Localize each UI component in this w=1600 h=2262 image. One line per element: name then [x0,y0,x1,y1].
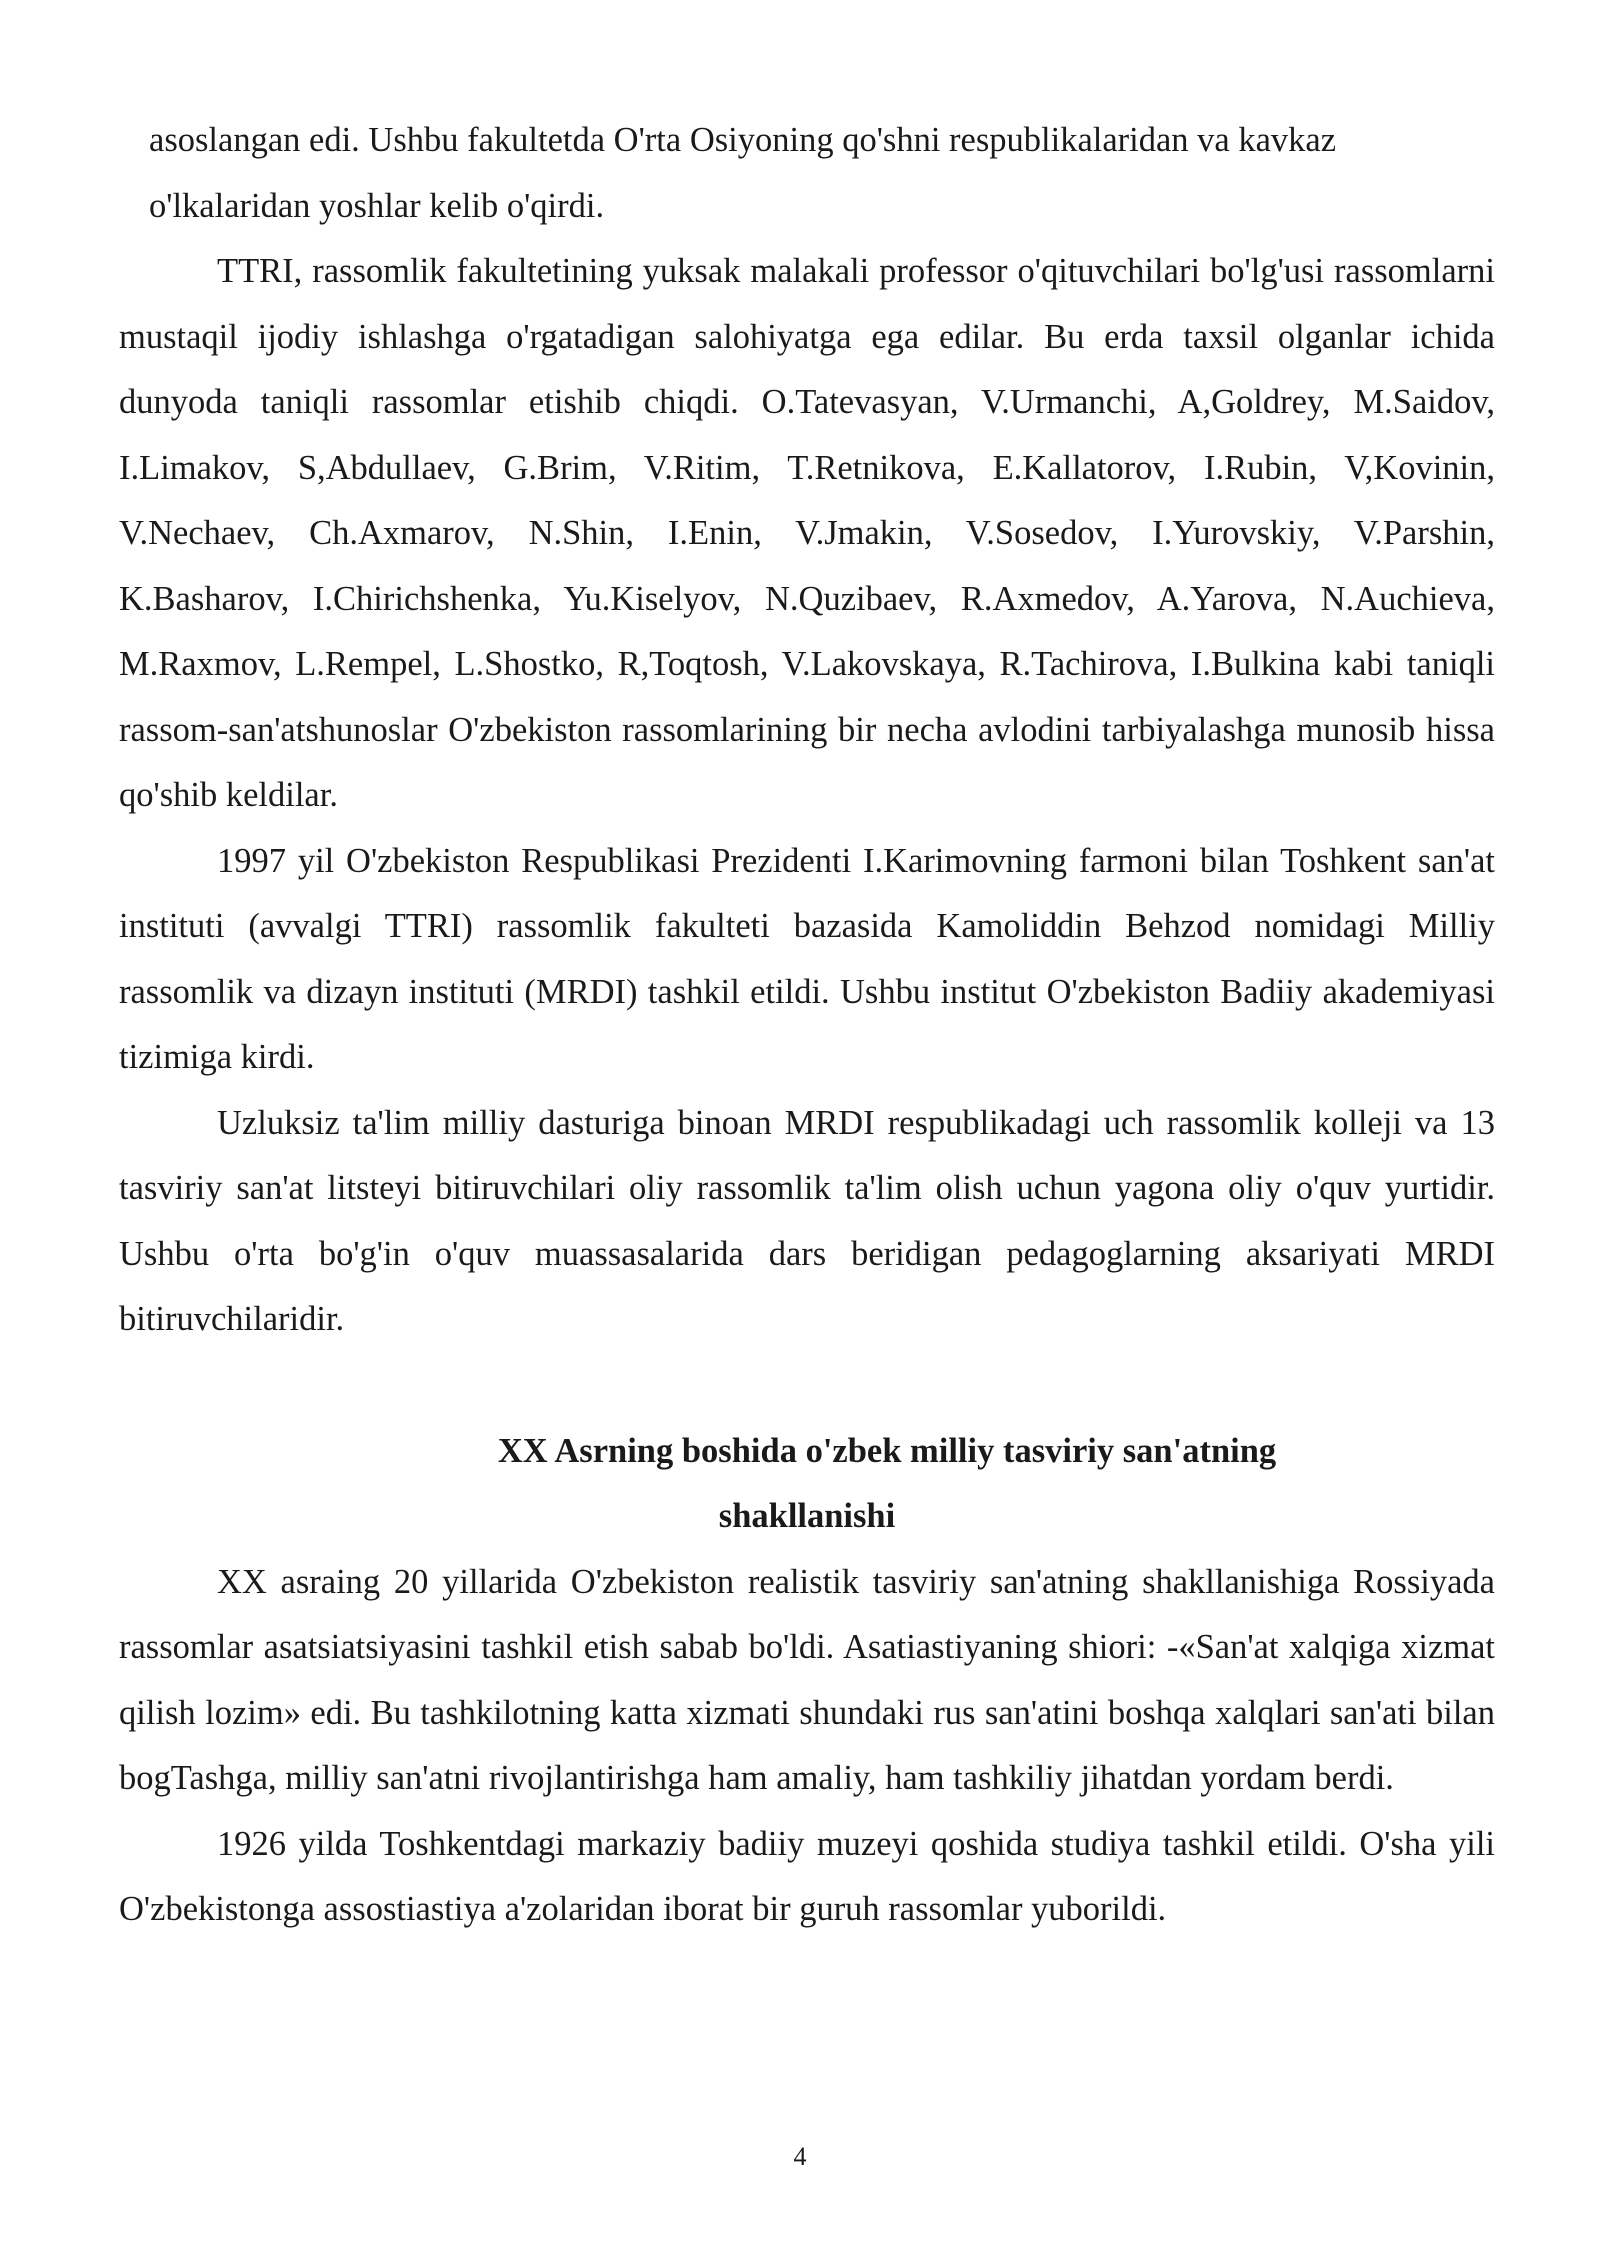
paragraph-continued: asoslangan edi. Ushbu fakultetda O'rta Osiyoning qo'shni respublikalaridan va kavkaz o'lkalaridan yoshlar kelib o'qirdi. [149,121,1337,225]
paragraph-ttri-faculty: TTRI, rassomlik fakultetining yuksak malakali professor o'qituvchilari bo'lg'usi rassomlarni mustaqil ijodiy ishlashga o'rgatadigan salohiyatga ega edilar. Bu erda taxsil olganlar ichida dunyoda taniqli rassomlar etishib chiqdi. O.Tatevasyan, V.Urmanchi, A,Goldrey, M.Saidov, I.Limakov, S,Abdullaev, G.Brim, V.Ritim, T.Retnikova, E.Kallatorov, I.Rubin, V,Kovinin, V.Nechaev, Ch.Axmarov, N.Shin, I.Enin, V.Jmakin, V.Sosedov, I.Yurovskiy, V.Parshin, K.Basharov, I.Chirichshenka, Yu.Kiselyov, N.Quzibaev, R.Axmedov, A.Yarova, N.Auchieva, M.Raxmov, L.Rempel, L.Shostko, R,Toqtosh, V.Lakovskaya, R.Tachirova, I.Bulkina kabi taniqli rassom-san'atshunoslar O'zbekiston rassomlarining bir necha avlodini tarbiyalashga munosib hissa qo'shib keldilar. [119,252,1495,814]
paragraph-1920s-association: XX asraing 20 yillarida O'zbekiston realistik tasviriy san'atning shakllanishiga Rossiyada rassomlar asatsiatsiyasini tashkil etish sabab bo'ldi. Asatiastiyaning shiori: -«San'at xalqiga xizmat qilish lozim» edi. Bu tashkilotning katta xizmati shundaki rus san'atini boshqa xalqlari san'ati bilan bogTashga, milliy san'atni rivojlantirishga ham amaliy, ham tashkiliy jihatdan yordam berdi. [119,1562,1495,1797]
paragraph-1997-institute: 1997 yil O'zbekiston Respublikasi Prezidenti I.Karimovning farmoni bilan Toshkent san'at instituti (avvalgi TTRI) rassomlik fakulteti bazasida Kamoliddin Behzod nomidagi Milliy rassomlik va dizayn instituti (MRDI) tashkil etildi. Ushbu institut O'zbekiston Badiiy akademiyasi tizimiga kirdi. [119,841,1495,1076]
section-heading-line-1: XX Asrning boshida o'zbek milliy tasviriy san'atning [497,1431,1277,1470]
section-heading-line-2: shakllanishi [718,1497,896,1535]
page-number: 4 [793,2142,807,2171]
section-heading [119,1419,1495,1550]
paragraph-mrdi-education: Uzluksiz ta'lim milliy dasturiga binoan MRDI respublikadagi uch rassomlik kolleji va 13 tasviriy san'at litsteyi bitiruvchilari oliy rassomlik ta'lim olish uchun yagona oliy o'quv yurtidir. Ushbu o'rta bo'g'in o'quv muassasalarida dars beridigan pedagoglarning aksariyati MRDI bitiruvchilaridir. [119,1103,1495,1338]
paragraph-1926-studio: 1926 yilda Toshkentdagi markaziy badiiy muzeyi qoshida studiya tashkil etildi. O'sha yili O'zbekistonga assostiastiya a'zolaridan iborat bir guruh rassomlar yuborildi. [119,1824,1495,1928]
document-page [119,108,1495,1943]
